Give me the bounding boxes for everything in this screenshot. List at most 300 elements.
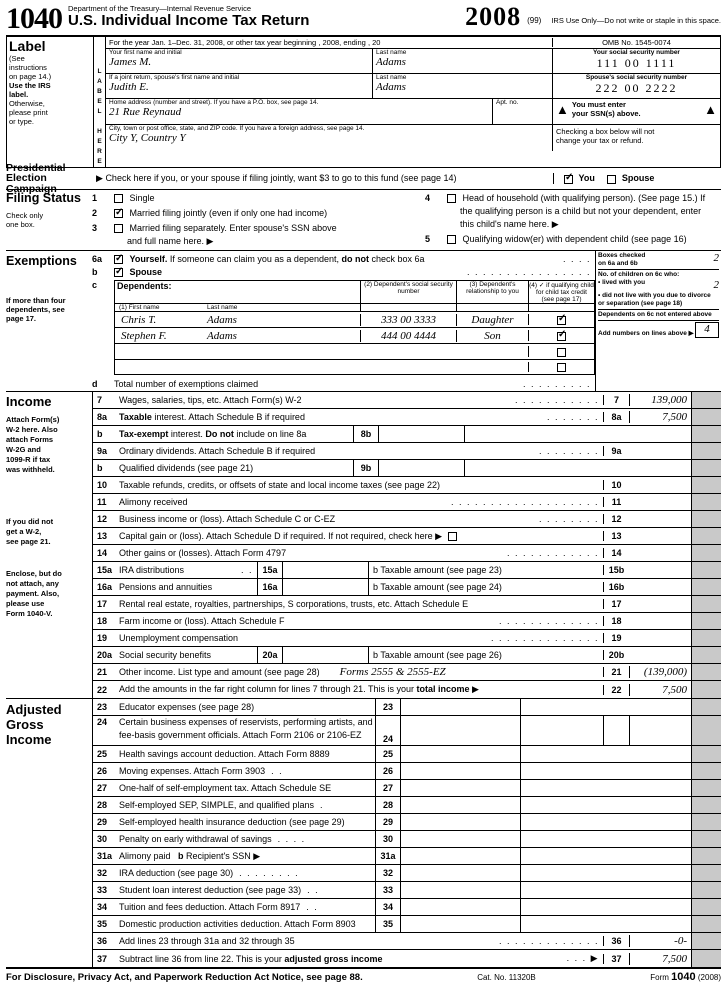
footer-form-word: Form — [650, 973, 669, 982]
income-line-20 — [93, 647, 721, 664]
last-name-value[interactable]: Adams — [376, 56, 406, 68]
dependents-relationship-header: (3) Dependent's relationship to you — [456, 281, 528, 303]
exemption-6c-no: c — [92, 280, 98, 290]
agi-line-37-amount[interactable]: 7,500 — [629, 953, 691, 965]
agi-line-37-gray — [691, 950, 721, 967]
agi-title-2: Gross — [6, 717, 44, 732]
income-line-14-no: 14 — [97, 548, 108, 558]
agi-line-27-gray — [691, 780, 721, 796]
agi-line-27 — [93, 780, 721, 797]
boxes-checked-label-1: Boxes checked — [598, 252, 646, 259]
spouse-first-name-label: If a joint return, spouse's first name and initial — [109, 74, 240, 81]
income-line-22-gray — [691, 681, 721, 698]
form-footer — [6, 969, 721, 983]
agi-line-24-subno: 24 — [375, 716, 401, 745]
agi-line-24-label-2: fee-basis government officials. Attach Form 2106 or 2106-EZ — [119, 730, 362, 740]
income-line-8a-label: Taxable interest. Attach Schedule B if required — [119, 412, 305, 422]
agi-line-29 — [93, 814, 721, 831]
your-ssn-label: Your social security number — [593, 49, 680, 56]
spouse-last-name-label: Last name — [376, 74, 407, 81]
presidential-title-1: Presidential — [6, 161, 66, 174]
agi-line-31a — [93, 848, 721, 865]
agi-line-31a-amount[interactable] — [401, 848, 521, 864]
agi-line-25-label: Health savings account deduction. Attach Form 8889 — [119, 749, 330, 759]
spouse-first-name-value[interactable]: Judith E. — [109, 81, 149, 93]
tax-year-begin-label: For the year Jan. 1–Dec. 31, 2008, or other tax year beginning — [109, 38, 317, 47]
omb-number: OMB No. 1545-0074 — [552, 38, 720, 47]
dependent-row — [114, 359, 595, 375]
exemption-6b-label: Spouse — [129, 267, 163, 277]
presidential-spouse-checkbox[interactable] — [607, 175, 616, 184]
income-line-20a-subno: 20a — [257, 647, 283, 663]
agi-line-28-no: 28 — [97, 800, 108, 810]
footer-form-year: (2008) — [697, 973, 721, 982]
income-line-16a-subamount[interactable] — [283, 579, 369, 595]
agi-line-36-label: Add lines 23 through 31a and 32 through 35 — [119, 936, 295, 946]
dependent-1-relationship[interactable]: Son — [456, 330, 528, 342]
dependents-not-entered-label: Dependents on 6c not entered above — [598, 311, 712, 318]
income-line-10-no: 10 — [97, 480, 108, 490]
tax-year-end-label: , 2008, ending — [318, 38, 366, 47]
agi-line-26-amount[interactable] — [401, 763, 521, 779]
income-line-22-amount[interactable]: 7,500 — [629, 684, 691, 696]
spouse-ssn-value[interactable]: 222 00 2222 — [595, 81, 678, 95]
exemption-6a-no: 6a — [92, 254, 103, 264]
dependent-row — [114, 327, 595, 343]
agi-line-35-gray — [691, 916, 721, 932]
agi-line-34-gray — [691, 899, 721, 915]
income-line-9a-no: 9a — [97, 446, 108, 456]
footer-cat-no: Cat. No. 11320B — [477, 973, 536, 982]
exemptions-section — [6, 251, 721, 392]
lived-with-you-label: • lived with you — [598, 279, 646, 286]
income-line-9b-subamount[interactable] — [379, 460, 465, 476]
last-name-label: Last name — [376, 49, 407, 56]
dependent-row — [114, 311, 595, 327]
income-line-12 — [93, 511, 721, 528]
agi-line-30-subno: 30 — [375, 831, 401, 847]
agi-line-32 — [93, 865, 721, 882]
dependent-0-first[interactable]: Chris T. — [121, 313, 157, 326]
first-name-value[interactable]: James M. — [109, 56, 152, 68]
agi-line-23-gray — [691, 699, 721, 715]
presidential-title-2: Election Campaign — [6, 171, 57, 195]
dependent-3-qualifying-checkbox[interactable] — [557, 363, 566, 372]
income-line-19-gray — [691, 630, 721, 646]
income-line-10-gray — [691, 477, 721, 493]
income-line-13 — [93, 528, 721, 545]
filing-status-2-no: 2 — [92, 208, 98, 218]
income-line-12-label: Business income or (loss). Attach Schedule C or C-EZ — [119, 514, 336, 524]
agi-line-35-amount[interactable] — [401, 916, 521, 932]
agi-line-36-amount[interactable]: -0- — [629, 935, 691, 947]
label-note-2: instructions — [9, 63, 47, 72]
income-line-17-label: Rental real estate, royalties, partnerships, S corporations, trusts, etc. Attach Schedule E — [119, 599, 469, 609]
agi-line-24-gray — [691, 716, 721, 745]
income-line-12-gray — [691, 511, 721, 527]
exemptions-title: Exemptions — [6, 254, 77, 268]
agi-title-3: Income — [6, 732, 52, 747]
income-line-21-label: Other income. List type and amount (see page 28) — [119, 667, 320, 677]
income-line-15a-label: IRA distributions — [119, 565, 185, 575]
agi-line-26-gray — [691, 763, 721, 779]
agi-line-32-dots: . . . . . . . . — [239, 868, 300, 878]
dependent-2-qualifying-checkbox[interactable] — [557, 348, 566, 357]
did-not-live-label: • did not live with you due to divorce or separation (see page 18) — [598, 292, 711, 307]
exemption-6b-dots: . . . . . . . . . . . . . . . . — [466, 267, 591, 277]
income-line-9b — [93, 460, 721, 477]
filing-status-5-no: 5 — [425, 234, 431, 244]
income-line-12-num: 12 — [603, 514, 629, 524]
income-line-8b-label: Tax-exempt interest. Do not include on line 8a — [119, 429, 307, 439]
income-note-1: W-2 here. Also — [6, 425, 58, 434]
income-line-9b-no: b — [97, 463, 103, 473]
your-ssn-value[interactable]: 111 00 1111 — [596, 56, 677, 70]
agi-line-33-subno: 33 — [375, 882, 401, 898]
exemption-spouse-checkbox[interactable] — [114, 268, 123, 277]
income-line-10-label: Taxable refunds, credits, or offsets of state and local income taxes (see page 22) — [119, 480, 441, 490]
agi-line-23-amount[interactable] — [401, 699, 521, 715]
agi-line-32-gray — [691, 865, 721, 881]
dependents-header: Dependents: — [117, 281, 172, 291]
agi-line-26-dots: . . — [271, 766, 284, 776]
tax-year-end-2-label: , 20 — [367, 38, 381, 47]
income-line-22-label: Add the amounts in the far right column for lines 7 through 21. This is your total income ▶ — [119, 684, 479, 694]
income-line-19-num: 19 — [603, 633, 629, 643]
filing-status-4-no: 4 — [425, 193, 431, 203]
filing-status-section — [6, 190, 721, 251]
agi-line-33-amount[interactable] — [401, 882, 521, 898]
income-line-9a-label: Ordinary dividends. Attach Schedule B if required — [119, 446, 316, 456]
income-line-8a-num: 8a — [603, 412, 629, 422]
footer-form-number: 1040 — [671, 971, 696, 983]
agi-line-28-dots: . — [319, 800, 324, 810]
income-line-21-handwritten[interactable]: Forms 2555 & 2555-EZ — [339, 666, 446, 678]
income-line-21 — [93, 664, 721, 681]
agi-line-28-subno: 28 — [375, 797, 401, 813]
income-note-2: attach Forms — [6, 435, 54, 444]
income-line-9a-dots: . . . . . . . . — [538, 446, 599, 456]
agi-line-34-amount[interactable] — [401, 899, 521, 915]
agi-line-26-label: Moving expenses. Attach Form 3903 — [119, 766, 266, 776]
income-line-9a-gray — [691, 443, 721, 459]
dependent-1-qualifying-checkbox[interactable] — [557, 332, 566, 341]
income-note-3: W-2G and — [6, 445, 41, 454]
dependents-lastname-header: Last name — [207, 304, 238, 311]
filing-status-single-checkbox[interactable] — [114, 194, 123, 203]
agi-line-24-amount[interactable] — [401, 716, 521, 745]
income-line-18-num: 18 — [603, 616, 629, 626]
up-triangle-right-icon: ▲ — [704, 101, 717, 117]
agi-title-1: Adjusted — [6, 702, 62, 717]
dependent-0-last[interactable]: Adams — [207, 313, 237, 326]
filing-status-3-no: 3 — [92, 223, 98, 233]
income-line-11-no: 11 — [97, 497, 107, 507]
filing-status-mfj-checkbox[interactable] — [114, 209, 123, 218]
income-note-11: Enclose, but do — [6, 569, 62, 578]
agi-line-30-gray — [691, 831, 721, 847]
income-line-12-no: 12 — [97, 514, 108, 524]
label-instructions — [7, 37, 93, 167]
filing-status-4-label-3: this child's name here. ▶ — [460, 219, 559, 229]
agi-line-30-label: Penalty on early withdrawal of savings — [119, 834, 272, 844]
income-line-16b-label: b Taxable amount (see page 24) — [373, 582, 502, 592]
label-note-6: Otherwise, — [9, 99, 45, 108]
agi-line-24 — [93, 716, 721, 746]
income-line-19-label: Unemployment compensation — [119, 633, 239, 643]
filing-status-qw-checkbox[interactable] — [447, 235, 456, 244]
label-note-4: Use the IRS — [9, 81, 51, 90]
label-note-3: on page 14.) — [9, 72, 52, 81]
agi-line-31a-subno: 31a — [375, 848, 401, 864]
income-note-12: not attach, any — [6, 579, 59, 588]
income-note-0: Attach Form(s) — [6, 415, 60, 424]
exemption-yourself-bold: Yourself. — [129, 254, 168, 264]
income-line-13-num: 13 — [603, 531, 629, 541]
agi-line-33-dots: . . — [307, 885, 320, 895]
income-line-15b-label: b Taxable amount (see page 23) — [373, 565, 502, 575]
income-line-13-gray — [691, 528, 721, 544]
exemption-yourself-checkbox[interactable] — [114, 255, 123, 264]
filing-status-mfs-checkbox[interactable] — [114, 224, 123, 233]
agi-line-27-amount[interactable] — [401, 780, 521, 796]
label-note-7: please print — [9, 108, 48, 117]
income-line-20a-no: 20a — [97, 650, 113, 660]
income-line-7-no: 7 — [97, 395, 103, 405]
income-line-19-no: 19 — [97, 633, 108, 643]
income-line-8a-amount[interactable]: 7,500 — [629, 411, 691, 423]
dependent-0-relationship[interactable]: Daughter — [456, 314, 528, 326]
income-line-11-label: Alimony received — [119, 497, 188, 507]
income-line-19 — [93, 630, 721, 647]
filing-status-4-label-2: the qualifying person is a child but not your dependent, enter — [460, 206, 702, 216]
income-note-14: please use — [6, 599, 45, 608]
income-line-7-amount[interactable]: 139,000 — [629, 394, 691, 406]
income-line-8a-gray — [691, 409, 721, 425]
income-line-19-dots: . . . . . . . . . . . . . . — [490, 633, 599, 643]
income-line-15a-no: 15a — [97, 565, 113, 575]
agi-line-37-no: 37 — [97, 953, 108, 964]
exemption-d-label: Total number of exemptions claimed — [114, 379, 259, 389]
dependent-0-ssn[interactable]: 333 00 3333 — [360, 314, 456, 326]
income-line-16 — [93, 579, 721, 596]
income-line-20a-label: Social security benefits — [119, 650, 212, 660]
agi-line-26-subno: 26 — [375, 763, 401, 779]
agi-line-23-no: 23 — [97, 702, 108, 712]
presidential-campaign-section — [6, 161, 721, 195]
income-line-15 — [93, 562, 721, 579]
income-line-7-dots: . . . . . . . . . . . — [514, 395, 599, 405]
agi-line-27-label: One-half of self-employment tax. Attach Schedule SE — [119, 783, 332, 793]
agi-line-32-amount[interactable] — [401, 865, 521, 881]
income-line-7-gray — [691, 392, 721, 408]
omb-99: (99) — [527, 16, 542, 25]
income-line-10 — [93, 477, 721, 494]
exemptions-note-3: page 17. — [6, 314, 37, 323]
filing-status-4-label: Head of household (with qualifying person). (See page 15.) If — [462, 193, 706, 203]
filing-status-2-label: Married filing jointly (even if only one had income) — [129, 208, 328, 218]
agi-line-26-no: 26 — [97, 766, 108, 776]
agi-line-25 — [93, 746, 721, 763]
city-value[interactable]: City Y, Country Y — [109, 132, 186, 144]
income-line-11-dots: . . . . . . . . . . . . . . . . . . . — [450, 497, 599, 507]
arrow-right-icon: ▶ — [96, 173, 103, 183]
income-line-9a — [93, 443, 721, 460]
income-note-4: 1099-R if tax — [6, 455, 51, 464]
income-line-14-gray — [691, 545, 721, 561]
income-line-20b-num: 20b — [603, 650, 629, 660]
agi-line-37-dots: . . . ▶ — [566, 953, 599, 963]
dependent-1-last[interactable]: Adams — [207, 329, 237, 342]
agi-line-33 — [93, 882, 721, 899]
label-here-vertical: L A B E L H E R E — [93, 37, 106, 167]
agi-section — [6, 699, 721, 969]
agi-line-36-num: 36 — [603, 936, 629, 946]
agi-line-36-no: 36 — [97, 936, 108, 946]
income-line-17-num: 17 — [603, 599, 629, 609]
dependent-0-qualifying-checkbox[interactable] — [557, 316, 566, 325]
label-heading: Label — [9, 38, 46, 54]
agi-line-37-label: Subtract line 36 from line 22. This is your adjusted gross income — [119, 953, 383, 964]
income-line-14-dots: . . . . . . . . . . . . — [506, 548, 599, 558]
agi-line-33-no: 33 — [97, 885, 108, 895]
income-line-16a-no: 16a — [97, 582, 113, 592]
income-line-13-label: Capital gain or (loss). Attach Schedule D if required. If not required, check here ▶ — [119, 530, 443, 541]
income-line-9b-label: Qualified dividends (see page 21) — [119, 463, 254, 473]
income-line-7-num: 7 — [603, 395, 629, 405]
filing-status-1-label: Single — [129, 193, 155, 203]
add-numbers-label: Add numbers on lines above ▶ — [598, 330, 694, 337]
filing-status-hoh-checkbox[interactable] — [447, 194, 456, 203]
income-line-8b — [93, 426, 721, 443]
agi-line-31a-label: Alimony paid b Recipient's SSN ▶ — [119, 850, 261, 861]
agi-line-30 — [93, 831, 721, 848]
income-note-7: If you did not — [6, 517, 54, 526]
agi-line-24-amtblank — [629, 716, 691, 745]
income-line-11 — [93, 494, 721, 511]
form-title: U.S. Individual Income Tax Return — [68, 12, 310, 29]
exemption-d-dots: . . . . . . . . . — [522, 379, 591, 389]
agi-line-25-gray — [691, 746, 721, 762]
agi-line-33-label: Student loan interest deduction (see page 33) — [119, 885, 302, 895]
exemption-6b-no: b — [92, 267, 98, 277]
income-line-9b-subno: 9b — [353, 460, 379, 476]
agi-line-23 — [93, 699, 721, 716]
boxes-checked-value[interactable]: 2 — [713, 252, 719, 264]
dependent-1-first[interactable]: Stephen F. — [121, 329, 167, 342]
agi-line-23-subno: 23 — [375, 699, 401, 715]
label-note-1: (See — [9, 54, 25, 63]
income-line-17-no: 17 — [97, 599, 108, 609]
exemption-d-no: d — [92, 379, 98, 389]
lived-with-you-value[interactable]: 2 — [713, 279, 719, 291]
exemption-6a-label: If someone can claim you as a dependent, do not check box 6a — [169, 254, 425, 264]
income-line-14-label: Other gains or (losses). Attach Form 4797 — [119, 548, 287, 558]
income-line-15a-subamount[interactable] — [283, 562, 369, 578]
agi-line-26 — [93, 763, 721, 780]
first-name-label: Your first name and initial — [109, 49, 182, 56]
total-exemptions-value[interactable]: 4 — [695, 322, 719, 338]
income-line-20b-label: b Taxable amount (see page 26) — [373, 650, 502, 660]
income-line-11-gray — [691, 494, 721, 510]
agi-line-35-subno: 35 — [375, 916, 401, 932]
income-line-8b-subamount[interactable] — [379, 426, 465, 442]
income-line-18-no: 18 — [97, 616, 108, 626]
home-address-value[interactable]: 21 Rue Reynaud — [109, 106, 182, 118]
income-line-16a-subno: 16a — [257, 579, 283, 595]
income-line-8a-dots: . . . . . . . — [546, 412, 599, 422]
presidential-you-label: You — [578, 173, 595, 184]
apt-no-label: Apt. no. — [496, 99, 519, 106]
filing-status-3-label-2: and full name here. ▶ — [127, 236, 214, 246]
exemptions-note-1: If more than four — [6, 296, 66, 305]
income-line-20a-subamount[interactable] — [283, 647, 369, 663]
income-line-18-label: Farm income or (loss). Attach Schedule F — [119, 616, 285, 626]
agi-line-25-amount[interactable] — [401, 746, 521, 762]
exemptions-tally — [595, 251, 721, 391]
agi-line-28-gray — [691, 797, 721, 813]
agi-line-24-numblank — [603, 716, 629, 745]
income-line-22 — [93, 681, 721, 698]
filing-status-3-label: Married filing separately. Enter spouse's SSN above — [129, 223, 337, 233]
filing-status-note-1: Check only — [6, 211, 44, 220]
income-line-18 — [93, 613, 721, 630]
dependent-1-ssn[interactable]: 444 00 4444 — [360, 330, 456, 342]
income-line-16-gray — [691, 579, 721, 595]
income-line-13-checkbox[interactable] — [448, 532, 457, 541]
agi-line-29-amount[interactable] — [401, 814, 521, 830]
agi-line-34-dots: . . — [306, 902, 319, 912]
agi-line-28 — [93, 797, 721, 814]
income-line-8b-no: b — [97, 429, 103, 439]
agi-line-30-amount[interactable] — [401, 831, 521, 847]
filing-status-1-no: 1 — [92, 193, 98, 203]
agi-line-28-label: Self-employed SEP, SIMPLE, and qualified plans — [119, 800, 314, 810]
agi-line-37 — [93, 950, 721, 967]
dependents-qualifying-header: (4) ✓ if qualifying child for child tax credit (see page 17) — [529, 282, 594, 303]
irs-use-note: IRS Use Only—Do not write or staple in this space. — [551, 16, 721, 25]
income-line-8b-gray — [691, 426, 721, 442]
presidential-you-checkbox[interactable] — [564, 175, 573, 184]
income-line-16b-num: 16b — [603, 582, 629, 592]
income-title: Income — [6, 394, 52, 409]
income-line-21-no: 21 — [97, 667, 108, 677]
dependent-row — [114, 343, 595, 359]
agi-line-32-label: IRA deduction (see page 30) — [119, 868, 234, 878]
income-line-20-gray — [691, 647, 721, 663]
presidential-spouse-label: Spouse — [621, 173, 655, 184]
agi-line-24-label-1: Certain business expenses of reservists, performing artists, and — [119, 717, 373, 727]
department-label: Department of the Treasury—Internal Revenue Service — [68, 4, 252, 13]
income-line-8b-subno: 8b — [353, 426, 379, 442]
income-line-8a-no: 8a — [97, 412, 108, 422]
label-block — [6, 37, 721, 168]
spouse-ssn-label: Spouse's social security number — [585, 74, 688, 81]
spouse-last-name-value[interactable]: Adams — [376, 81, 406, 93]
income-line-18-gray — [691, 613, 721, 629]
income-line-21-amount[interactable]: (139,000) — [629, 666, 691, 678]
income-line-12-dots: . . . . . . . . — [538, 514, 599, 524]
income-line-21-gray — [691, 664, 721, 680]
exemption-6a-dots: . . . . — [562, 254, 591, 264]
agi-line-31a-gray — [691, 848, 721, 864]
presidential-text: Check here if you, or your spouse if filing jointly, want $3 to go to this fund (see page 14) — [105, 173, 457, 183]
agi-line-35 — [93, 916, 721, 933]
dependents-ssn-header: (2) Dependent's social security number — [360, 281, 456, 303]
agi-line-29-subno: 29 — [375, 814, 401, 830]
label-note-5: label. — [9, 90, 29, 99]
agi-line-28-amount[interactable] — [401, 797, 521, 813]
